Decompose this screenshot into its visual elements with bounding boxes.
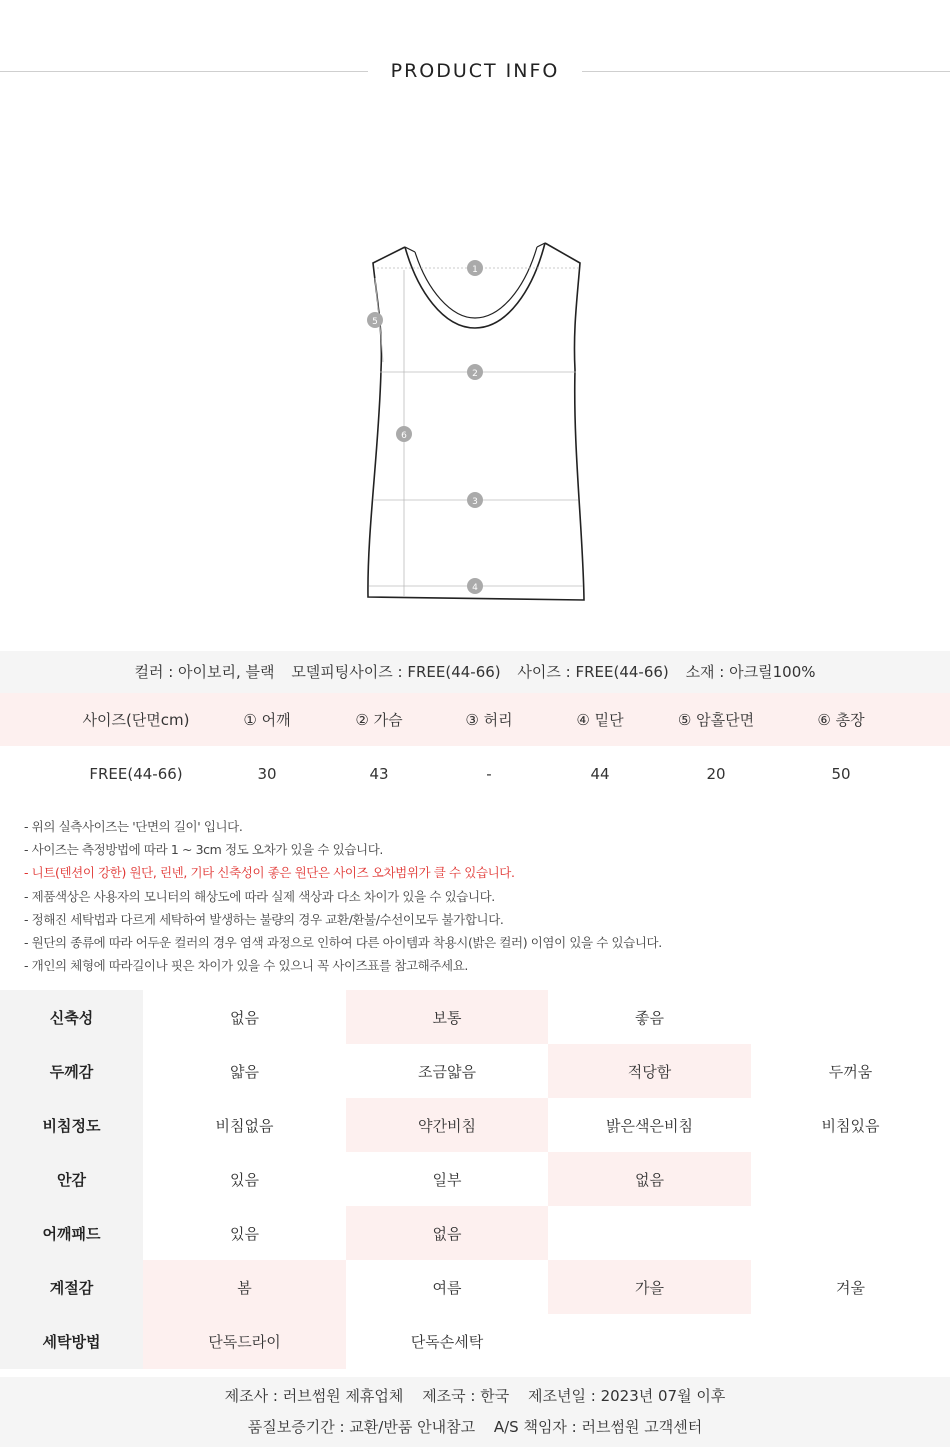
header-divider-left: [0, 71, 368, 72]
attribute-option: 없음: [230, 1008, 259, 1027]
attribute-option: 밝은색은비침: [606, 1116, 693, 1135]
attribute-option: 적당함: [548, 1044, 751, 1098]
size-value-cell: 44: [590, 764, 610, 783]
attribute-option: 있음: [230, 1224, 259, 1243]
size-notes: [24, 815, 924, 977]
attribute-option: 여름: [432, 1278, 462, 1297]
note-line: - 위의 실측사이즈는 '단면의 길이' 입니다.: [24, 819, 243, 834]
marker-6: [396, 426, 412, 442]
country: 제조국 : 한국: [422, 1387, 510, 1405]
note-line: - 원단의 종류에 따라 어두운 컬러의 경우 염색 과정으로 인하여 다른 아이템과 착용시(밝은 컬러) 이염이 있을 수 있습니다.: [24, 934, 662, 950]
attribute-row: [0, 1314, 950, 1369]
size-header-cell: ④ 밑단: [576, 711, 624, 729]
size-table-row: [0, 746, 950, 801]
attribute-option: 비침있음: [821, 1116, 880, 1135]
section-title: PRODUCT INFO: [390, 60, 560, 82]
size-value-cell: FREE(44-66): [89, 764, 183, 783]
attribute-option: 조금얇음: [418, 1062, 476, 1081]
sleeveless-top-illustration: [355, 230, 595, 615]
attribute-label: 어깨패드: [0, 1206, 143, 1260]
attribute-option: 두꺼움: [828, 1062, 873, 1081]
note-line-warning: - 니트(텐션이 강한) 원단, 린넨, 기타 신축성이 좋은 원단은 사이즈 오차범위가 클 수 있습니다.: [24, 865, 515, 881]
size-header-cell: ⑥ 총장: [817, 711, 865, 729]
footer-line-2: [0, 1413, 950, 1441]
svg-text:1: 1: [472, 265, 478, 275]
size-header-cell: ② 가슴: [355, 711, 403, 729]
attribute-option: 단독손세탁: [410, 1333, 484, 1351]
material-info: 소재 : 아크릴100%: [685, 663, 816, 681]
attribute-option: 있음: [230, 1170, 259, 1189]
attribute-row: [0, 1044, 950, 1098]
svg-text:6: 6: [401, 431, 407, 441]
product-spec-bar: [0, 651, 950, 693]
attribute-option: 일부: [432, 1170, 462, 1189]
note-line: - 사이즈는 측정방법에 따라 1 ~ 3cm 정도 오차가 있을 수 있습니다.: [24, 842, 383, 858]
attribute-option: [548, 1206, 751, 1260]
attribute-label: 세탁방법: [0, 1314, 143, 1369]
size-value-cell: 43: [369, 764, 389, 783]
size-value-cell: 50: [831, 764, 851, 783]
attribute-option: 단독드라이: [143, 1314, 346, 1369]
attribute-label: 안감: [0, 1152, 143, 1206]
attribute-option: 겨울: [836, 1278, 865, 1297]
size-header-cell: ⑤ 암홀단면: [677, 711, 755, 729]
attribute-label: 계절감: [0, 1260, 143, 1314]
size-value-cell: -: [486, 764, 492, 783]
svg-text:4: 4: [472, 583, 478, 593]
size-table: [0, 693, 950, 801]
header-divider-right: [582, 71, 950, 72]
attribute-option: 얇음: [230, 1062, 259, 1081]
note-line: - 제품색상은 사용자의 모니터의 해상도에 따라 실제 색상과 다소 차이가 있을 수 있습니다.: [24, 888, 495, 904]
marker-5: [367, 312, 383, 328]
attribute-row: [0, 1098, 950, 1152]
note-line: - 개인의 체형에 따라길이나 핏은 차이가 있을 수 있으니 꼭 사이즈표를 참고해주세요.: [24, 958, 468, 974]
size-info: 사이즈 : FREE(44-66): [517, 663, 669, 681]
attribute-option: [751, 1314, 950, 1369]
size-header-cell: 사이즈(단면cm): [82, 711, 190, 729]
attribute-option: [751, 1152, 950, 1206]
attribute-option: [751, 1206, 950, 1260]
marker-1: [467, 260, 483, 276]
fabric-attribute-table: [0, 990, 950, 1369]
product-info-header: [0, 0, 950, 150]
manufacturer-info: [0, 1377, 950, 1447]
attribute-label: 비침정도: [0, 1098, 143, 1152]
garment-measurement-diagram: [355, 230, 595, 615]
marker-3: [467, 492, 483, 508]
attribute-option: [751, 990, 950, 1044]
attribute-row: [0, 1152, 950, 1206]
attribute-row: [0, 990, 950, 1044]
attribute-option: 보통: [346, 990, 548, 1044]
footer-line-1: [0, 1382, 950, 1410]
attribute-option: 없음: [548, 1152, 751, 1206]
size-header-cell: ① 어깨: [243, 711, 291, 729]
attribute-option: [548, 1314, 751, 1369]
size-table-header: [0, 693, 950, 746]
attribute-row: [0, 1206, 950, 1260]
color-info: 컬러 : 아이보리, 블랙: [134, 663, 275, 681]
size-value-cell: 30: [257, 764, 277, 783]
attribute-option: 없음: [346, 1206, 548, 1260]
attribute-option: 봄: [143, 1260, 346, 1314]
attribute-row: [0, 1260, 950, 1314]
attribute-option: 가을: [548, 1260, 751, 1314]
as-manager: A/S 책임자 : 러브썸원 고객센터: [493, 1418, 703, 1436]
manufacturer: 제조사 : 러브썸원 제휴업체: [224, 1387, 404, 1405]
svg-text:2: 2: [472, 369, 478, 379]
attribute-label: 두께감: [0, 1044, 143, 1098]
attribute-option: 좋음: [635, 1008, 664, 1027]
marker-2: [467, 364, 483, 380]
size-value-cell: 20: [706, 764, 726, 783]
manufacture-date: 제조년일 : 2023년 07월 이후: [528, 1387, 726, 1405]
marker-4: [467, 578, 483, 594]
svg-text:5: 5: [372, 317, 378, 327]
svg-text:3: 3: [472, 497, 478, 507]
size-header-cell: ③ 허리: [465, 711, 513, 729]
attribute-label: 신축성: [0, 990, 143, 1044]
attribute-option: 약간비침: [346, 1098, 548, 1152]
warranty: 품질보증기간 : 교환/반품 안내참고: [247, 1418, 476, 1436]
note-line: - 정해진 세탁법과 다르게 세탁하여 발생하는 불량의 경우 교환/환불/수선이모두 불가합니다.: [24, 911, 504, 927]
model-size-info: 모델피팅사이즈 : FREE(44-66): [291, 663, 501, 681]
attribute-option: 비침없음: [215, 1116, 274, 1135]
